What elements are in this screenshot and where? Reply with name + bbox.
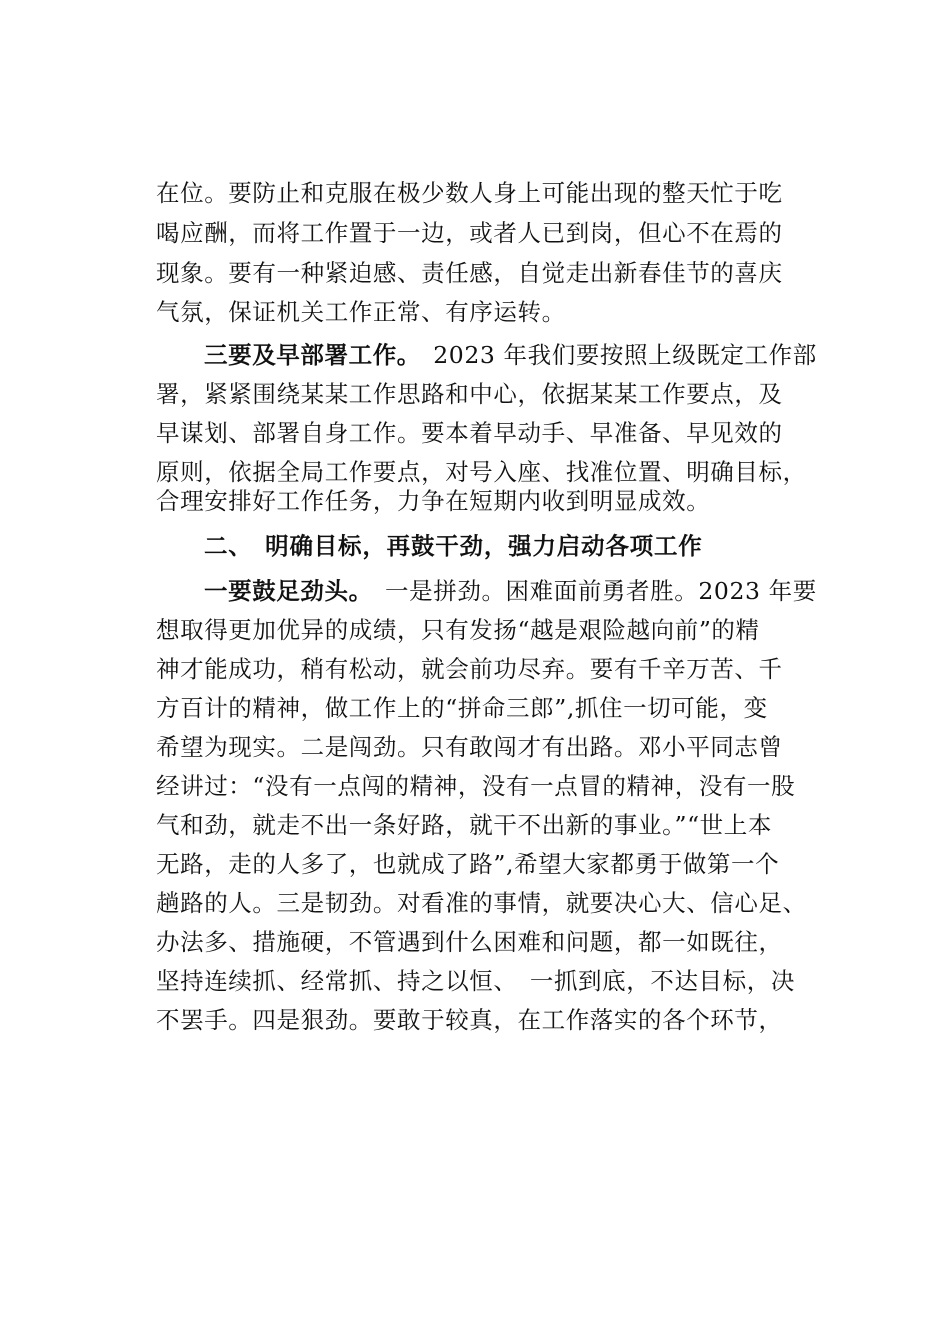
- paragraph-line: 在位。要防止和克服在极少数人身上可能出现的整天忙于吃: [156, 179, 783, 207]
- paragraph-line: 方百计的精神，做工作上的“拼命三郎”,抓住一切可能，变: [156, 694, 768, 722]
- paragraph-line: 气和劲，就走不出一条好路，就干不出新的事业。”“世上本: [156, 811, 772, 839]
- paragraph-line: 希望为现实。二是闯劲。只有敢闯才有出路。邓小平同志曾: [156, 733, 783, 761]
- paragraph-line: 神才能成功，稍有松动，就会前功尽弃。要有千辛万苦、千: [156, 655, 783, 683]
- paragraph-text: 2023 年我们要按照上级既定工作部: [409, 341, 817, 369]
- paragraph-line: 气氛，保证机关工作正常、有序运转。: [156, 298, 566, 326]
- paragraph-line: 想取得更加优异的成绩，只有发扬“越是艰险越向前”的精: [156, 616, 760, 644]
- paragraph-first-line: [204, 340, 817, 370]
- paragraph-line: 经讲过：“没有一点闯的精神，没有一点冒的精神，没有一股: [156, 772, 796, 800]
- paragraph-first-line: [204, 576, 817, 606]
- paragraph-line: 办法多、措施硬，不管遇到什么困难和问题，都一如既往，: [156, 928, 783, 956]
- paragraph-lead: 一要鼓足劲头。: [204, 577, 361, 605]
- paragraph-line: 合理安排好工作任务，力争在短期内收到明显成效。: [156, 487, 711, 515]
- paragraph-line: 不罢手。四是狠劲。要敢于较真，在工作落实的各个环节，: [156, 1006, 783, 1034]
- paragraph-line: 喝应酬，而将工作置于一边，或者人已到岗，但心不在焉的: [156, 219, 783, 247]
- paragraph-line: 原则，依据全局工作要点，对号入座、找准位置、明确目标，: [156, 458, 807, 486]
- paragraph-line: 趟路的人。三是韧劲。对看准的事情，就要决心大、信心足、: [156, 889, 807, 917]
- paragraph-line: 早谋划、部署自身工作。要本着早动手、早准备、早见效的: [156, 419, 783, 447]
- paragraph-text: 一是拼劲。困难面前勇者胜。2023 年要: [360, 577, 817, 605]
- paragraph-line: 坚持连续抓、经常抓、持之以恒、 一抓到底，不达目标，决: [156, 967, 795, 995]
- paragraph-line: 署，紧紧围绕某某工作思路和中心，依据某某工作要点，及: [156, 380, 783, 408]
- paragraph-line: 无路，走的人多了，也就成了路”,希望大家都勇于做第一个: [156, 850, 780, 878]
- section-heading: 二、 明确目标，再鼓干劲，强力启动各项工作: [204, 532, 703, 560]
- paragraph-line: 现象。要有一种紧迫感、责任感，自觉走出新春佳节的喜庆: [156, 259, 783, 287]
- paragraph-lead: 三要及早部署工作。: [204, 341, 410, 369]
